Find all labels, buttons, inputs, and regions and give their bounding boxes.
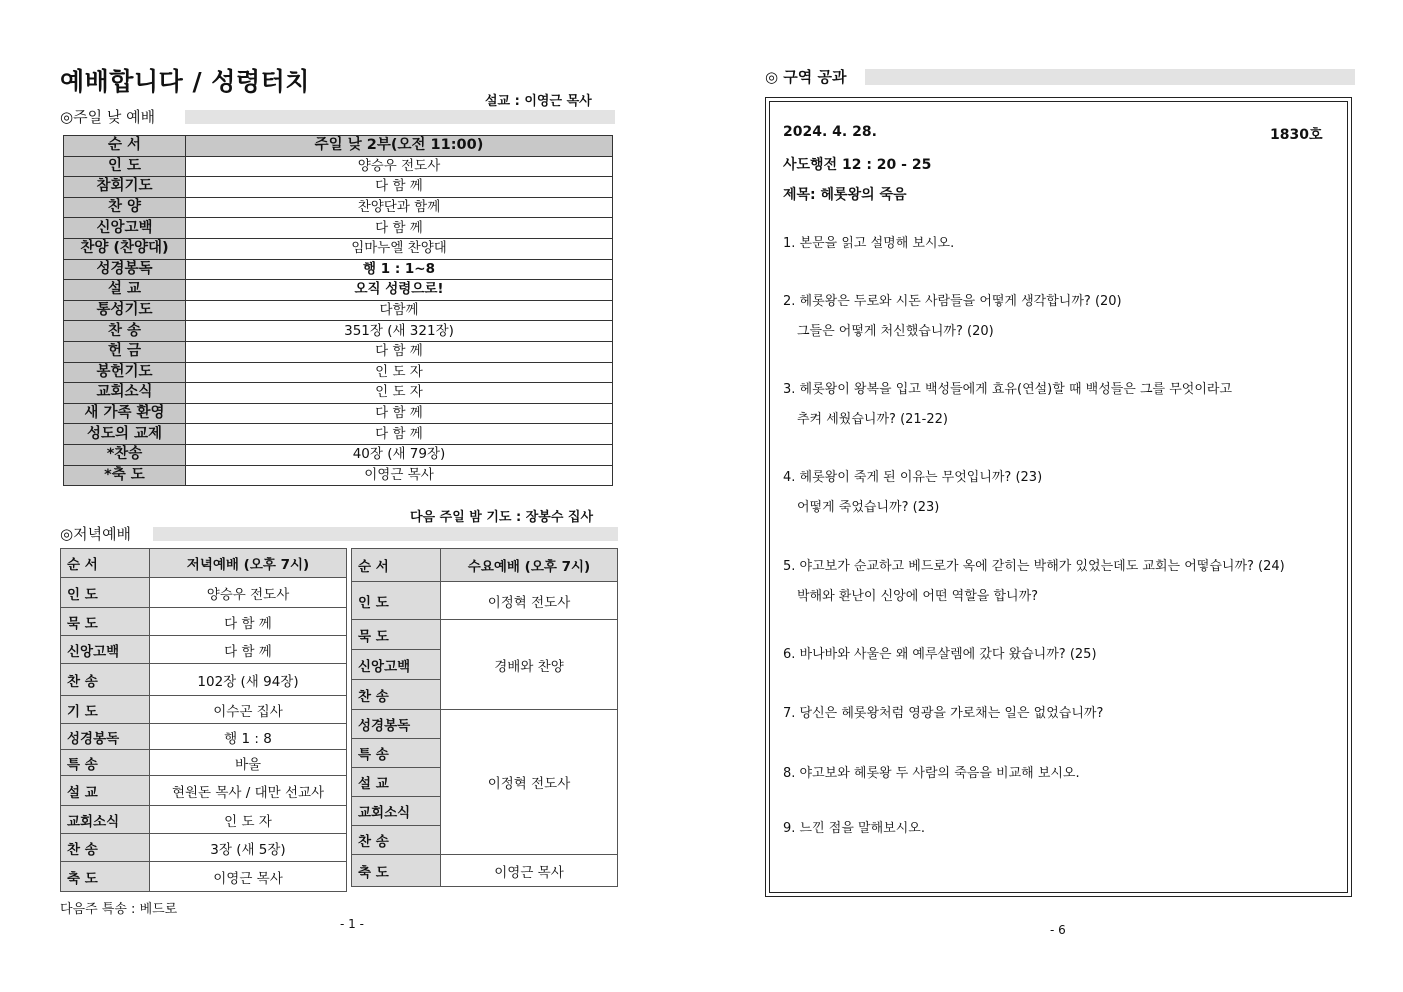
table-row [61, 636, 347, 664]
sunday-order-value: 인 도 자 [186, 383, 613, 404]
sunday-order-label: 봉헌기도 [64, 362, 186, 383]
sunday-order-label: 참회기도 [64, 177, 186, 198]
sunday-order-value: 351장 (새 321장) [186, 321, 613, 342]
table-row [64, 403, 613, 424]
sunday-order-label: 찬 송 [64, 321, 186, 342]
table-row [61, 578, 347, 608]
sunday-order-value: 다 함 께 [186, 424, 613, 445]
lesson-section-heading [765, 66, 1355, 87]
wednesday-service-table [351, 548, 618, 887]
wed-label: 성경봉독 [352, 710, 441, 739]
evening-order-value: 현원돈 목사 / 대만 선교사 [150, 776, 347, 806]
sunday-order-label: 헌 금 [64, 341, 186, 362]
evening-order-label: 찬 송 [61, 834, 150, 862]
evening-order-value: 다 함 께 [150, 636, 347, 664]
wed-label: 찬 송 [352, 826, 441, 855]
lesson-date: 2024. 4. 28. [783, 124, 877, 140]
wed-label: 찬 송 [352, 680, 441, 710]
evening-service-table [60, 548, 347, 892]
sunday-order-label: 설 교 [64, 280, 186, 301]
sunday-order-value: 다 함 께 [186, 403, 613, 424]
evening-order-label: 신앙고백 [61, 636, 150, 664]
evening-order-label: 설 교 [61, 776, 150, 806]
table-row [64, 197, 613, 218]
evening-header-order: 순 서 [61, 549, 150, 578]
sunday-order-value: 다 함 께 [186, 218, 613, 239]
sunday-order-value: 다 함 께 [186, 341, 613, 362]
sunday-order-label: 찬 양 [64, 197, 186, 218]
table-row [64, 177, 613, 198]
sunday-order-value: 40장 (새 79장) [186, 444, 613, 465]
wed-header-order: 순 서 [352, 549, 441, 582]
table-row [61, 862, 347, 892]
wed-value: 이영근 목사 [441, 855, 618, 887]
lesson-issue: 1830호 [1270, 127, 1323, 143]
question-line: 6. 바나바와 사울은 왜 예루살렘에 갔다 왔습니까? (25) [783, 647, 1097, 662]
sunday-order-label: 통성기도 [64, 300, 186, 321]
table-row [64, 362, 613, 383]
evening-order-value: 행 1 : 8 [150, 724, 347, 750]
evening-order-value: 3장 (새 5장) [150, 834, 347, 862]
evening-order-label: 찬 송 [61, 664, 150, 696]
table-row [64, 465, 613, 486]
table-row [61, 724, 347, 750]
page-number-right: - 6 [1050, 923, 1066, 937]
table-row [64, 383, 613, 404]
evening-order-label: 축 도 [61, 862, 150, 892]
lesson-heading-text: ◎ 구역 공과 [765, 68, 847, 86]
sunday-order-label: 신앙고백 [64, 218, 186, 239]
question-line: 3. 헤롯왕이 왕복을 입고 백성들에게 효유(연설)할 때 백성들은 그를 무엇이라고 [783, 382, 1233, 397]
evening-order-value: 102장 (새 94장) [150, 664, 347, 696]
sunday-service-table [63, 135, 613, 486]
question-line: 박해와 환난이 신앙에 어떤 역할을 합니까? [797, 589, 1039, 604]
table-row [61, 776, 347, 806]
table-row [64, 156, 613, 177]
table-row [61, 806, 347, 834]
sunday-order-value: 행 1 : 1~8 [186, 259, 613, 280]
wed-value: 이정혁 전도사 [441, 710, 618, 855]
wed-header-title: 수요예배 (오후 7시) [441, 549, 618, 582]
evening-order-value: 바울 [150, 750, 347, 776]
wed-value: 경배와 찬양 [441, 620, 618, 710]
evening-order-value: 양승우 전도사 [150, 578, 347, 608]
sunday-order-label: *찬송 [64, 444, 186, 465]
evening-order-label: 기 도 [61, 696, 150, 724]
table-row [64, 341, 613, 362]
evening-heading-text: ◎저녁예배 [60, 525, 132, 543]
evening-order-value: 이영근 목사 [150, 862, 347, 892]
page-number-left: - 1 - [340, 917, 364, 931]
table-row [64, 218, 613, 239]
sunday-section-heading [60, 106, 615, 127]
sunday-heading-text: ◎주일 낮 예배 [60, 108, 156, 126]
evening-order-label: 묵 도 [61, 608, 150, 636]
question-line: 그들은 어떻게 처신했습니까? (20) [797, 324, 994, 339]
heading-bar [185, 110, 615, 124]
table-row [61, 664, 347, 696]
table-row [64, 300, 613, 321]
next-prayer-note: 다음 주일 밤 기도 : 장봉수 집사 [410, 510, 594, 525]
lesson-subject: 제목: 헤롯왕의 죽음 [783, 187, 907, 203]
evening-order-value: 인 도 자 [150, 806, 347, 834]
sunday-order-value: 다함께 [186, 300, 613, 321]
sunday-header-title: 주일 낮 2부(오전 11:00) [186, 136, 613, 157]
sunday-order-value: 인 도 자 [186, 362, 613, 383]
evening-header-title: 저녁예배 (오후 7시) [150, 549, 347, 578]
wed-label: 인 도 [352, 582, 441, 620]
heading-bar [153, 527, 618, 541]
sunday-order-label: 새 가족 환영 [64, 403, 186, 424]
sunday-order-value: 찬양단과 함께 [186, 197, 613, 218]
evening-section-heading [60, 523, 618, 544]
wed-label: 설 교 [352, 768, 441, 797]
question-line: 어떻게 죽었습니까? (23) [797, 500, 940, 515]
question-line: 9. 느낀 점을 말해보시오. [783, 821, 925, 836]
sunday-order-label: 찬양 (찬양대) [64, 238, 186, 259]
question-line: 5. 야고보가 순교하고 베드로가 옥에 갇히는 박해가 있었는데도 교회는 어떻습니까? (24) [783, 559, 1285, 574]
sunday-order-label: 성도의 교제 [64, 424, 186, 445]
table-row [61, 834, 347, 862]
sunday-order-value: 다 함 께 [186, 177, 613, 198]
table-row [61, 696, 347, 724]
sunday-header-order: 순 서 [64, 136, 186, 157]
question-line: 4. 헤롯왕이 죽게 된 이유는 무엇입니까? (23) [783, 470, 1043, 485]
question-line: 추켜 세웠습니까? (21-22) [797, 412, 948, 427]
question-line: 2. 헤롯왕은 두로와 시돈 사람들을 어떻게 생각합니까? (20) [783, 294, 1122, 309]
sunday-order-label: 교회소식 [64, 383, 186, 404]
wed-label: 축 도 [352, 855, 441, 887]
special-song-note: 다음주 특송 : 베드로 [60, 902, 178, 917]
wed-label: 교회소식 [352, 797, 441, 826]
sunday-order-label: 성경봉독 [64, 259, 186, 280]
evening-order-value: 다 함 께 [150, 608, 347, 636]
evening-order-value: 이수곤 집사 [150, 696, 347, 724]
lesson-scripture: 사도행전 12 : 20 - 25 [783, 157, 932, 173]
question-line: 8. 야고보와 헤롯왕 두 사람의 죽음을 비교해 보시오. [783, 766, 1080, 781]
heading-bar [865, 69, 1356, 85]
evening-order-label: 성경봉독 [61, 724, 150, 750]
sunday-order-label: *축 도 [64, 465, 186, 486]
preacher-label: 설교 : 이영근 목사 [485, 94, 592, 109]
wed-value: 이정혁 전도사 [441, 582, 618, 620]
sunday-order-label: 인 도 [64, 156, 186, 177]
sunday-order-value: 양승우 전도사 [186, 156, 613, 177]
table-row [64, 444, 613, 465]
sunday-order-value: 임마누엘 찬양대 [186, 238, 613, 259]
sunday-order-value: 이영근 목사 [186, 465, 613, 486]
wed-label: 신앙고백 [352, 650, 441, 680]
table-row [64, 280, 613, 301]
table-row [64, 321, 613, 342]
table-row [64, 424, 613, 445]
table-row [64, 238, 613, 259]
question-line: 7. 당신은 헤롯왕처럼 영광을 가로채는 일은 없었습니까? [783, 706, 1104, 721]
table-row [61, 750, 347, 776]
question-line: 1. 본문을 읽고 설명해 보시오. [783, 236, 955, 251]
table-row [64, 259, 613, 280]
page-title: 예배합니다 / 성령터치 [60, 67, 310, 96]
sunday-order-value: 오직 성령으로! [186, 280, 613, 301]
wed-label: 특 송 [352, 739, 441, 768]
evening-order-label: 특 송 [61, 750, 150, 776]
wed-label: 묵 도 [352, 620, 441, 650]
evening-order-label: 교회소식 [61, 806, 150, 834]
evening-order-label: 인 도 [61, 578, 150, 608]
table-row [61, 608, 347, 636]
